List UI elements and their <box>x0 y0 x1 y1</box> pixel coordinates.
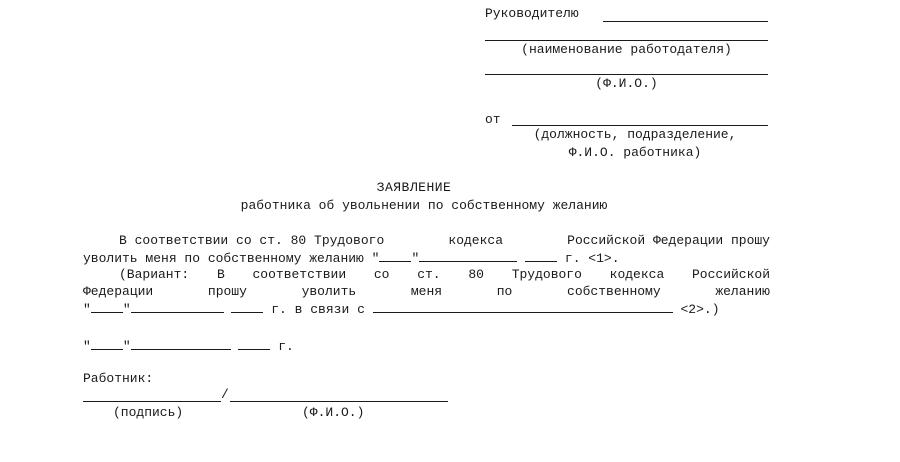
paragraph-1 <box>83 232 770 267</box>
word: Российской Федерации прошу <box>567 233 770 248</box>
paragraph-2-line-2 <box>83 283 770 300</box>
position-caption-line1: (должность, подразделение, <box>533 127 737 142</box>
position-caption-line2: Ф.И.О. работника) <box>568 145 702 160</box>
word: кодекса <box>609 267 665 282</box>
word: уволить <box>301 284 357 299</box>
word: 80 <box>468 267 484 282</box>
signature-slash: / <box>221 387 229 402</box>
manager-fio-caption: (Ф.И.О.) <box>595 76 658 91</box>
word: меня <box>410 284 443 299</box>
word: Трудового <box>511 267 582 282</box>
document-title: ЗАЯВЛЕНИЕ <box>376 180 452 195</box>
variant-year-blank[interactable] <box>231 300 263 313</box>
resign-year-blank[interactable] <box>525 249 557 262</box>
word: собственному <box>567 284 661 299</box>
to-label: Руководителю <box>485 6 579 21</box>
employer-name-blank[interactable] <box>485 40 768 41</box>
word: В соответствии со ст. 80 Трудового <box>119 233 385 248</box>
resign-day-blank[interactable] <box>379 249 411 262</box>
date-day-blank[interactable] <box>91 337 123 350</box>
paragraph-2-line-3: " " г. в связи с <2>.) <box>83 302 720 317</box>
word: Российской <box>691 267 770 282</box>
word: кодекса <box>448 233 503 248</box>
employee-label: Работник: <box>83 371 154 386</box>
date-row: " " г. <box>83 339 294 354</box>
signature-fio-blank[interactable] <box>230 401 448 402</box>
document-subtitle: работника об увольнении по собственному желанию <box>240 198 608 213</box>
reason-blank[interactable] <box>373 300 673 313</box>
from-label: от <box>485 112 501 127</box>
word: со <box>373 267 390 282</box>
paragraph-1-line-2: уволить меня по собственному желанию " " г. <1>. <box>83 251 620 266</box>
word: ст. <box>417 267 441 282</box>
employer-caption: (наименование работодателя) <box>521 42 732 57</box>
word: прошу <box>207 284 247 299</box>
word: соответствии <box>252 267 347 282</box>
variant-month-blank[interactable] <box>131 300 224 313</box>
sign-caption: (подпись) <box>113 405 184 420</box>
employee-details-blank[interactable] <box>512 125 768 126</box>
variant-day-blank[interactable] <box>91 300 123 313</box>
word: по <box>496 284 513 299</box>
signature-fio-caption: (Ф.И.О.) <box>302 405 365 420</box>
date-year-blank[interactable] <box>238 337 270 350</box>
manager-name-blank[interactable] <box>603 21 768 22</box>
resign-month-blank[interactable] <box>419 249 517 262</box>
manager-fio-blank[interactable] <box>485 74 768 75</box>
date-month-blank[interactable] <box>131 337 231 350</box>
word: В <box>216 267 225 282</box>
word: желанию <box>715 284 770 299</box>
paragraph-1-line-1 <box>83 232 770 249</box>
signature-blank[interactable] <box>83 401 221 402</box>
paragraph-2 <box>83 266 770 318</box>
word: (Вариант: <box>119 267 190 282</box>
word: Федерации <box>83 284 154 299</box>
paragraph-2-line-1 <box>83 266 770 283</box>
